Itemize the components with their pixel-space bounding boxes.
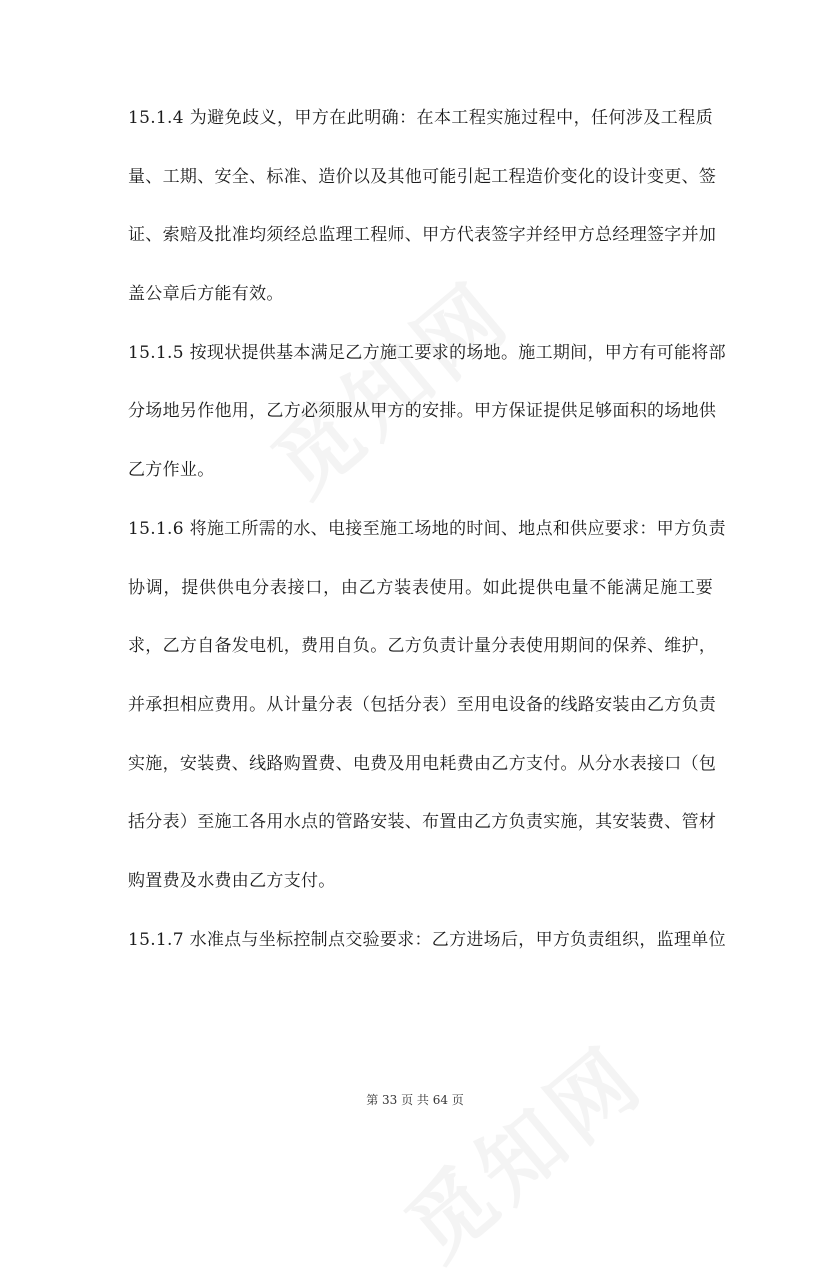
text-line-2: 量、工期、安全、标准、造价以及其他可能引起工程造价变化的设计变更、签	[128, 166, 717, 187]
text-line-5: 15.1.5 按现状提供基本满足乙方施工要求的场地。施工期间，甲方有可能将部	[128, 342, 726, 363]
document-body	[128, 98, 726, 978]
watermark-bottom	[377, 998, 684, 1283]
text-line-12: 实施，安装费、线路购置费、电费及用电耗费由乙方支付。从分水表接口（包	[128, 753, 717, 774]
text-line-13: 括分表）至施工各用水点的管路安装、布置由乙方负责实施，其安装费、管材	[128, 812, 717, 833]
text-line-11: 并承担相应费用。从计量分表（包括分表）至用电设备的线路安装由乙方负责	[128, 694, 717, 715]
text-line-3: 证、索赔及批准均须经总监理工程师、甲方代表签字并经甲方总经理签字并加	[128, 225, 717, 246]
text-line-9: 协调，提供供电分表接口，由乙方装表使用。如此提供电量不能满足施工要	[128, 577, 713, 598]
page-footer: 第 33 页 共 64 页	[366, 1093, 464, 1107]
text-line-6: 分场地另作他用，乙方必须服从甲方的安排。甲方保证提供足够面积的场地供	[128, 401, 717, 422]
text-line-1: 15.1.4 为避免歧义，甲方在此明确：在本工程实施过程中，任何涉及工程质	[128, 108, 713, 128]
text-line-8: 15.1.6 将施工所需的水、电接至施工场地的时间、地点和供应要求：甲方负责	[128, 518, 726, 539]
text-line-4: 盖公章后方能有效。	[128, 284, 284, 305]
text-line-15: 15.1.7 水准点与坐标控制点交验要求：乙方进场后，甲方负责组织，监理单位	[128, 929, 726, 950]
text-line-10: 求，乙方自备发电机，费用自负。乙方负责计量分表使用期间的保养、维护，	[128, 636, 717, 657]
text-line-7: 乙方作业。	[128, 460, 215, 481]
text-line-14: 购置费及水费由乙方支付。	[128, 870, 336, 891]
